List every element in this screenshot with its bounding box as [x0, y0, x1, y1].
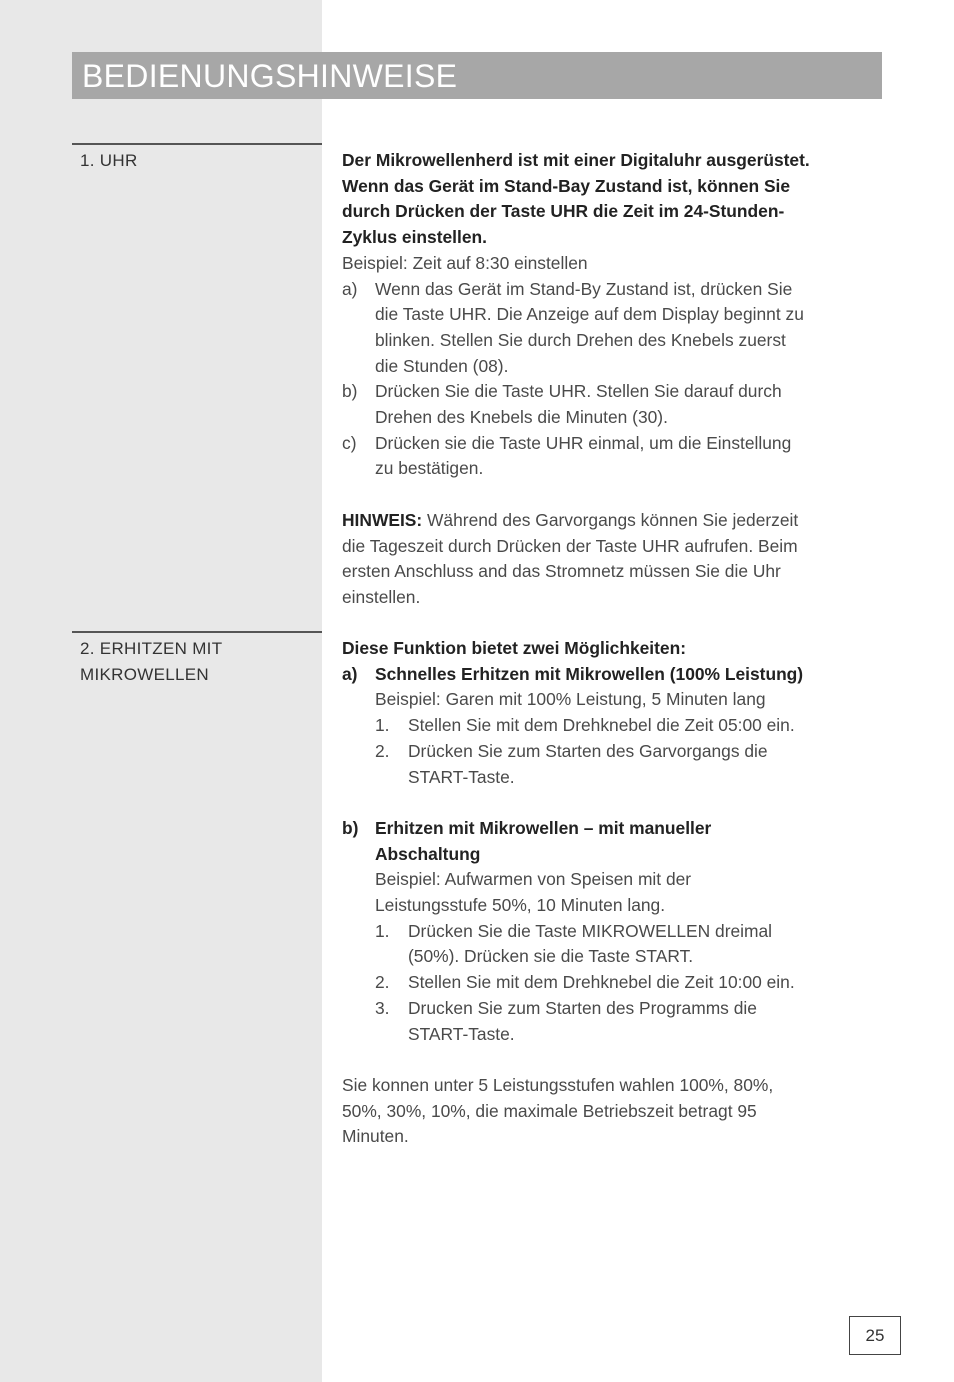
example-text: Beispiel: Aufwarmen von Speisen mit der: [375, 869, 692, 890]
section-2-label: 2. ERHITZEN MIT MIKROWELLEN: [80, 639, 223, 684]
footer-text: 50%, 30%, 10%, die maximale Betriebszeit betragt 95: [342, 1100, 757, 1121]
numbered-step: 2. Drücken Sie zum Starten des Garvorgangs die START-Taste.: [375, 740, 768, 787]
option-item: a) Schnelles Erhitzen mit Mikrowellen (100% Leistung) Beispiel: Garen mit 100% Leistung, 5 Minuten lang 1. Stellen Sie mit dem Drehknebel die Zeit 05:00 ein. 2. Drücken Sie zum Starten des Garvorgangs die START-Taste.: [342, 662, 887, 791]
numbered-step: 1. Drücken Sie die Taste MIKROWELLEN dreimal (50%). Drücken sie die Taste START.: [375, 920, 773, 967]
footer-text: Sie konnen unter 5 Leistungsstufen wahlen 100%, 80%,: [342, 1074, 774, 1095]
footer-text: Minuten.: [342, 1126, 409, 1147]
option-title: Abschaltung: [375, 843, 481, 864]
section-1-rule: [72, 143, 322, 145]
step-item: b) Drücken Sie die Taste UHR. Stellen Sie darauf durch Drehen des Knebels die Minuten (30).: [342, 381, 782, 428]
intro-line: durch Drücken der Taste UHR die Zeit im 24-Stunden-: [342, 201, 785, 222]
step-item: a) Wenn das Gerät im Stand-By Zustand ist, drücken Sie die Taste UHR. Die Anzeige auf dem Display beginnt zu blinken. Stellen Sie durch Drehen des Knebels zuerst die Stunden (08).: [342, 278, 804, 376]
numbered-step: 2. Stellen Sie mit dem Drehknebel die Zeit 10:00 ein.: [375, 972, 795, 993]
option-title: Erhitzen mit Mikrowellen – mit manueller: [375, 817, 712, 838]
step-item: c) Drücken sie die Taste UHR einmal, um die Einstellung zu bestätigen.: [342, 432, 792, 479]
option-title: Schnelles Erhitzen mit Mikrowellen (100% Leistung): [375, 663, 804, 684]
numbered-step: 3. Drucken Sie zum Starten des Programms die START-Taste.: [375, 997, 757, 1044]
intro-line: Diese Funktion bietet zwei Möglichkeiten:: [342, 638, 686, 658]
example-text: Leistungsstufe 50%, 10 Minuten lang.: [375, 895, 666, 916]
option-item: b) Erhitzen mit Mikrowellen – mit manueller Abschaltung Beispiel: Aufwarmen von Speisen mit der Leistungsstufe 50%, 10 Minuten lang. 1. Drücken Sie die Taste MIKROWELLEN dreimal (50%). Drücken sie die Taste START. 2. Stellen Sie mit dem Drehknebel die Zeit 10:00 ein. 3. Drucken Sie zum Starten des Programms die START-Taste.: [342, 816, 887, 1047]
intro-line: Zyklus einstellen.: [342, 227, 487, 248]
intro-line: Der Mikrowellenherd ist mit einer Digitaluhr ausgerüstet.: [342, 150, 810, 170]
note-paragraph: HINWEIS: Während des Garvorgangs können Sie jederzeit: [342, 509, 799, 530]
note-label: HINWEIS:: [342, 509, 423, 530]
section-1-content: Der Mikrowellenherd ist mit einer Digitaluhr ausgerüstet. Wenn das Gerät im Stand-Bay Zustand ist, können Sie durch Drücken der Taste UHR die Zeit im 24-Stunden- Zyklus einstellen. Beispiel: Zeit auf 8:30 einstellen a) Wenn das Gerät im Stand-By Zustand ist, drücken Sie die Taste UHR. Die Anzeige auf dem Display beginnt zu blinken. Stellen Sie durch Drehen des Knebels zuerst die Stunden (08). b) Drücken Sie die Taste UHR. Stellen Sie darauf durch Drehen des Knebels die Minuten (30). c) Drücken sie die Taste UHR einmal, um die Einstellung zu bestätigen. HINWEIS: Während des Garvorgangs können Sie jederzeit die Tageszeit durch Drücken der Taste UHR aufrufen. Beim ersten Anschluss and das Stromnetz müssen Sie die Uhr einstellen.: [342, 148, 887, 611]
example-text: Beispiel: Zeit auf 8:30 einstellen: [342, 252, 588, 273]
header-bar: [72, 52, 882, 99]
numbered-step: 1. Stellen Sie mit dem Drehknebel die Zeit 05:00 ein.: [375, 715, 795, 736]
left-sidebar-band: [0, 0, 322, 1382]
page-number: 25: [849, 1316, 901, 1355]
intro-line: Wenn das Gerät im Stand-Bay Zustand ist, können Sie: [342, 175, 791, 196]
section-1-label: 1. UHR: [80, 151, 138, 170]
page-title: BEDIENUNGSHINWEISE: [82, 58, 458, 94]
section-2-rule: [72, 631, 322, 633]
example-text: Beispiel: Garen mit 100% Leistung, 5 Minuten lang: [375, 689, 766, 710]
section-2-content: [342, 636, 887, 1150]
